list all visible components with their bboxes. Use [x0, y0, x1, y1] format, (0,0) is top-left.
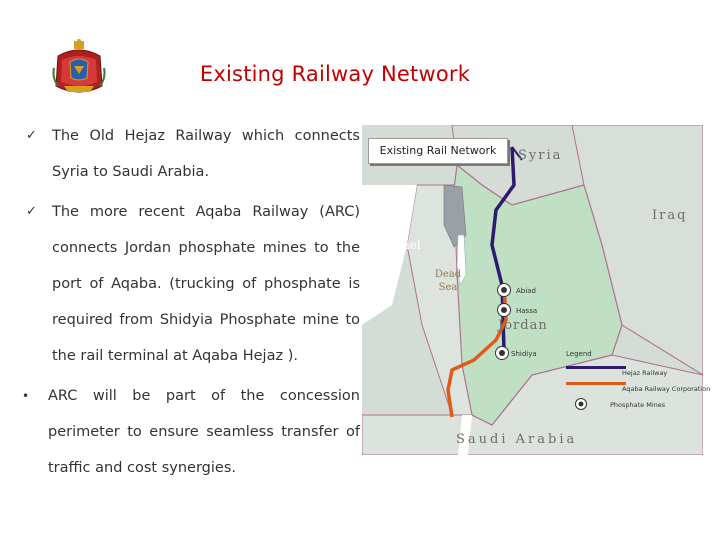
map-legend — [560, 345, 711, 425]
label-saudi-arabia: Saudi Arabia — [456, 432, 578, 447]
mine-label-hassa: Hassa — [516, 307, 538, 315]
check-icon: ✓ — [26, 204, 37, 219]
label-syria: Syria — [518, 148, 563, 163]
legend-mine-icon — [574, 397, 588, 411]
label-iraq: Iraq — [652, 208, 688, 223]
bullet-item — [20, 118, 360, 190]
mine-marker-icon — [496, 302, 512, 318]
mine-label-shidiya: Shidiya — [511, 350, 537, 358]
bullet-item — [20, 194, 360, 374]
legend-title: Legend — [566, 350, 592, 358]
legend-hejaz-label: Hejaz Railway — [622, 369, 668, 377]
legend-mines-label: Phosphate Mines — [610, 401, 666, 409]
bullet-text: The more recent Aqaba Railway (ARC) connects Jordan phosphate mines to the port of Aqaba. (trucking of phosphate is required from Shidyia Phosphate mine to the rail terminal at Aqaba Hejaz ). — [52, 204, 360, 364]
label-israel: Israel — [386, 238, 421, 252]
bullet-text: The Old Hejaz Railway which connects Syria to Saudi Arabia. — [52, 128, 360, 180]
bullet-text: ARC will be part of the concession perimeter to ensure seamless transfer of traffic and cost synergies. — [48, 388, 360, 476]
legend-aqaba-label: Aqaba Railway Corporation — [622, 385, 711, 393]
mine-label-abiad: Abiad — [516, 287, 536, 295]
legend-aqaba-swatch — [566, 382, 626, 385]
legend-hejaz-swatch — [566, 366, 626, 369]
bullet-dot-icon: • — [22, 389, 30, 403]
label-jordan: Jordan — [498, 318, 548, 333]
bullet-item — [20, 378, 360, 486]
mine-marker-icon — [496, 282, 512, 298]
map-title: Existing Rail Network — [368, 138, 508, 164]
slide-title: Existing Railway Network — [199, 62, 471, 86]
label-dead-sea: Dead Sea — [434, 269, 462, 293]
bullet-list — [20, 118, 360, 486]
check-icon: ✓ — [26, 128, 37, 143]
mine-marker-icon — [494, 345, 510, 361]
